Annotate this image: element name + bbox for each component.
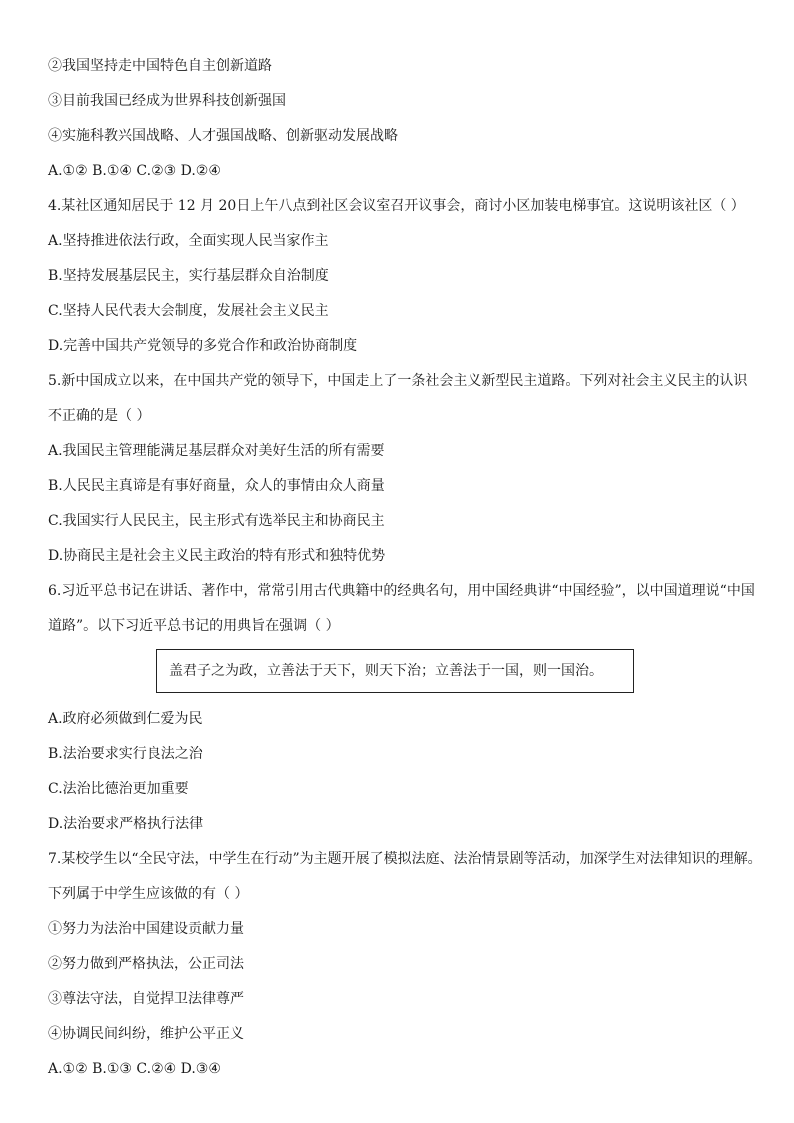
q5-stem-line2: 不正确的是（ ） (48, 408, 151, 424)
q3-item-3: ③目前我国已经成为世界科技创新强国 (48, 93, 286, 109)
q7-item-1: ①努力为法治中国建设贡献力量 (48, 921, 244, 937)
q4-option-b: B.坚持发展基层民主，实行基层群众自治制度 (48, 268, 329, 284)
q3-item-2: ②我国坚持走中国特色自主创新道路 (48, 58, 272, 74)
q6-option-a: A.政府必须做到仁爱为民 (48, 711, 203, 727)
q3-answer-options: A.①② B.①④ C.②③ D.②④ (48, 163, 221, 179)
q5-option-b: B.人民民主真谛是有事好商量，众人的事情由众人商量 (48, 478, 385, 494)
q6-stem-line2: 道路”。以下习近平总书记的用典旨在强调（ ） (48, 618, 340, 634)
q7-stem-line2: 下列属于中学生应该做的有（ ） (48, 886, 249, 902)
q5-option-d: D.协商民主是社会主义民主政治的特有形式和独特优势 (48, 548, 386, 564)
q4-option-d: D.完善中国共产党领导的多党合作和政治协商制度 (48, 338, 358, 354)
q7-answer-options: A.①② B.①③ C.②④ D.③④ (48, 1061, 221, 1077)
q6-option-d: D.法治要求严格执行法律 (48, 816, 204, 832)
q4-stem: 4.某社区通知居民于 12 月 20日上午八点到社区会议室召开议事会，商讨小区加装电梯事宜。这说明该社区（ ） (48, 198, 745, 214)
q7-item-2: ②努力做到严格执法，公正司法 (48, 956, 244, 972)
q6-quote-box (156, 649, 634, 693)
q6-option-c: C.法治比德治更加重要 (48, 781, 189, 797)
q5-option-c: C.我国实行人民民主，民主形式有选举民主和协商民主 (48, 513, 385, 529)
exam-page (48, 54, 760, 1092)
q7-item-3: ③尊法守法，自觉捍卫法律尊严 (48, 991, 244, 1007)
q3-item-4: ④实施科教兴国战略、人才强国战略、创新驱动发展战略 (48, 128, 398, 144)
q4-option-a: A.坚持推进依法行政，全面实现人民当家作主 (48, 233, 329, 249)
q4-option-c: C.坚持人民代表大会制度，发展社会主义民主 (48, 303, 329, 319)
q7-item-4: ④协调民间纠纷，维护公平正义 (48, 1026, 244, 1042)
q6-option-b: B.法治要求实行良法之治 (48, 746, 203, 762)
q5-stem-line1: 5.新中国成立以来，在中国共产党的领导下，中国走上了一条社会主义新型民主道路。下列对社会主义民主的认识 (48, 373, 748, 389)
q6-stem-line1: 6.习近平总书记在讲话、著作中，常常引用古代典籍中的经典名句，用中国经典讲“中国经验”，以中国道理说“中国 (48, 583, 755, 599)
q6-quote-text: 盖君子之为政，立善法于天下，则天下治；立善法于一国，则一国治。 (169, 663, 603, 679)
q7-stem-line1: 7.某校学生以“全民守法，中学生在行动”为主题开展了模拟法庭、法治情景剧等活动，加深学生对法律知识的理解。 (48, 851, 762, 867)
q5-option-a: A.我国民主管理能满足基层群众对美好生活的所有需要 (48, 443, 385, 459)
